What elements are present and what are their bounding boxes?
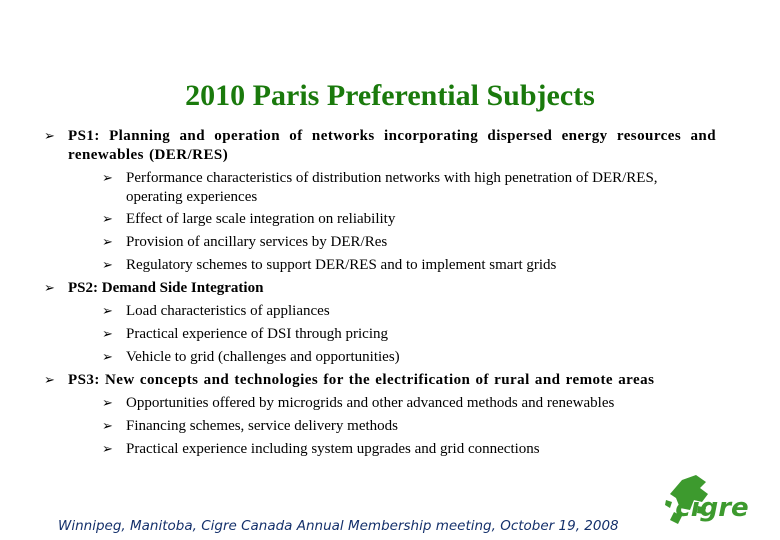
subject-item [44,127,716,165]
subject-label: PS3: New concepts and technologies for the electrification of rural and remote areas [68,372,655,388]
arrow-bullet-icon: ➢ [44,281,55,296]
arrow-bullet-icon: ➢ [102,258,113,273]
arrow-bullet-icon: ➢ [102,419,113,434]
sub-item [44,348,716,367]
cigre-logo-text: cigre [675,493,749,523]
sub-item-text: Regulatory schemes to support DER/RES and to implement smart grids [126,257,557,273]
footer-text: Winnipeg, Manitoba, Cigre Canada Annual Membership meeting, October 19, 2008 [58,518,619,534]
subject-label: PS1: Planning and operation of networks incorporating dispersed energy resources and renewables (DER/RES) [68,128,716,163]
sub-item [44,394,716,413]
sub-item-text: Effect of large scale integration on reliability [126,211,396,227]
sub-item [44,417,716,436]
sub-item [44,169,716,207]
subject-item [44,371,716,390]
sub-item-text: Performance characteristics of distribution networks with high penetration of DER/RES, operating experiences [126,170,658,205]
sub-item-text: Practical experience including system upgrades and grid connections [126,441,540,457]
sub-item-text: Opportunities offered by microgrids and other advanced methods and renewables [126,395,615,411]
sub-item-text: Financing schemes, service delivery methods [126,418,399,434]
arrow-bullet-icon: ➢ [44,373,56,388]
arrow-bullet-icon: ➢ [102,327,113,342]
sub-item [44,256,716,275]
sub-item-text: Practical experience of DSI through pricing [126,326,388,342]
sub-item [44,302,716,321]
arrow-bullet-icon: ➢ [102,235,113,250]
sub-item-text: Provision of ancillary services by DER/Res [126,234,388,250]
arrow-bullet-icon: ➢ [102,212,113,227]
arrow-bullet-icon: ➢ [102,350,113,365]
slide-title: 2010 Paris Preferential Subjects [185,79,595,112]
arrow-bullet-icon: ➢ [102,171,113,186]
sub-item [44,325,716,344]
sub-item-text: Load characteristics of appliances [126,303,330,319]
subject-item [44,279,716,298]
sub-item [44,210,716,229]
arrow-bullet-icon: ➢ [102,442,113,457]
subject-list [44,127,716,463]
sub-item [44,233,716,252]
sub-item-text: Vehicle to grid (challenges and opportunities) [126,349,400,365]
arrow-bullet-icon: ➢ [44,129,56,144]
arrow-bullet-icon: ➢ [102,304,113,319]
arrow-bullet-icon: ➢ [102,396,113,411]
cigre-logo [664,472,772,534]
sub-item [44,440,716,459]
subject-label: PS2: Demand Side Integration [68,280,264,296]
